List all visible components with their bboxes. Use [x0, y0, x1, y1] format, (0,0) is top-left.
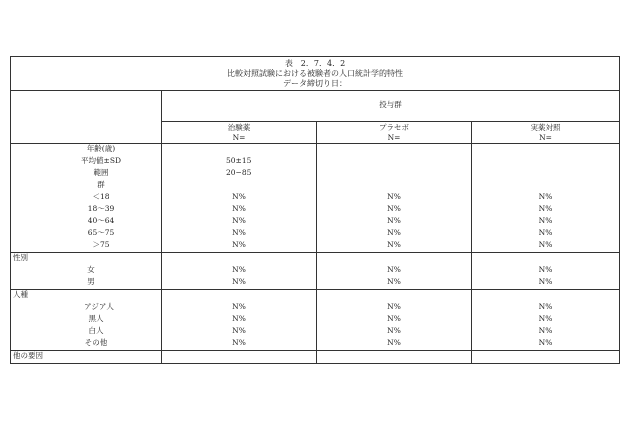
table-cell: N%	[232, 314, 246, 323]
table-cell: N%	[232, 216, 246, 225]
table-cell: N%	[232, 338, 246, 347]
table-cell: N%	[538, 228, 553, 237]
table-cell: N%	[232, 326, 246, 335]
table-cell: N%	[538, 277, 553, 286]
row-label: 40〜64	[87, 216, 115, 225]
table-cell: N%	[387, 314, 401, 323]
table-cell: N%	[538, 204, 553, 213]
table-cell: N%	[538, 192, 553, 201]
table-cell: N%	[387, 338, 401, 347]
col-header-investigational: 治験薬	[227, 123, 251, 132]
row-label: 範囲	[93, 168, 109, 177]
table-number: 表 2．7．4．2	[284, 59, 346, 68]
table-cell: N%	[232, 302, 246, 311]
row-label: ＜18	[92, 192, 110, 201]
table-cell: N%	[387, 204, 401, 213]
table-cell: N%	[387, 240, 401, 249]
table-cell: N%	[538, 240, 553, 249]
row-label: 他の要因	[13, 351, 43, 360]
col-n-active-control: N=	[539, 133, 552, 142]
table-cell: N%	[387, 302, 401, 311]
table-cell: N%	[387, 326, 401, 335]
row-label: 年齢(歳)	[86, 144, 116, 153]
table-cell: N%	[387, 265, 401, 274]
row-label: ＞75	[92, 240, 110, 249]
col-header-placebo: プラセボ	[379, 123, 409, 132]
table-cell: N%	[538, 338, 553, 347]
row-label: 群	[97, 180, 105, 189]
table-cell: N%	[538, 302, 553, 311]
table-cell: N%	[232, 240, 246, 249]
col-n-investigational: N=	[232, 133, 246, 142]
row-label: アジア人	[84, 302, 114, 311]
row-label: 人種	[13, 290, 28, 299]
row-label: 平均値±SD	[81, 156, 121, 165]
row-label: 65〜75	[87, 228, 115, 237]
table-cell: 50±15	[226, 156, 252, 165]
table-cell: N%	[538, 314, 553, 323]
row-label: 黒人	[88, 314, 104, 323]
treatment-group-header: 投与群	[379, 100, 402, 109]
table-cell: N%	[538, 326, 553, 335]
col-n-placebo: N=	[387, 133, 401, 142]
table-cell: N%	[232, 192, 246, 201]
table-cell: N%	[232, 204, 246, 213]
row-label: 男	[87, 277, 95, 286]
table-cell: N%	[232, 265, 246, 274]
row-label: 白人	[88, 326, 104, 335]
rule-group	[161, 121, 619, 122]
table-cell: N%	[538, 265, 553, 274]
table-cell: N%	[538, 216, 553, 225]
demographics-table	[10, 56, 620, 364]
table-title: 比較対照試験における被験者の人口統計学的特性	[227, 69, 403, 78]
row-label: 性別	[13, 253, 28, 262]
table-cell: N%	[232, 277, 246, 286]
table-cell: N%	[387, 277, 401, 286]
table-cell: N%	[387, 192, 401, 201]
table-cell: N%	[232, 228, 246, 237]
rule-caption	[11, 90, 619, 91]
table-cell: N%	[387, 228, 401, 237]
table-cell: N%	[387, 216, 401, 225]
row-label: 女	[87, 265, 95, 274]
table-cell: 20−85	[226, 168, 252, 177]
data-cutoff-label: データ締切り日：	[283, 79, 347, 88]
row-label: 18〜39	[87, 204, 115, 213]
row-label: その他	[84, 338, 108, 347]
col-header-active-control: 実薬対照	[530, 123, 561, 132]
